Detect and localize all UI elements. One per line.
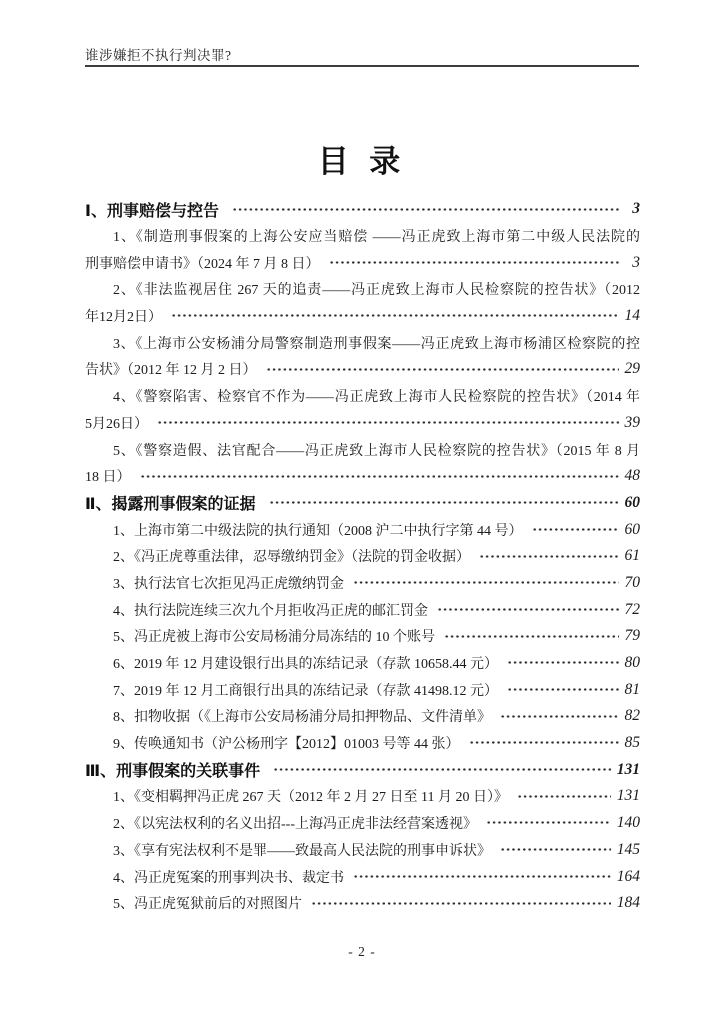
toc-entry-text: 3、《上海市公安杨浦分局警察制造刑事假案——冯正虎致上海市杨浦区检察院的控 bbox=[113, 336, 640, 352]
running-header-text: 谁涉嫌拒不执行判决罪? bbox=[85, 48, 232, 63]
toc-entry-text: 3、《享有宪法权利不是罪——致最高人民法院的刑事申诉状》 bbox=[113, 843, 491, 859]
toc-entry-row bbox=[85, 676, 640, 703]
toc-section-row bbox=[85, 196, 640, 223]
toc-section-title: Ⅰ、刑事赔偿与控告 bbox=[85, 202, 219, 220]
toc-page-number: 131 bbox=[616, 760, 640, 778]
toc-entry-row bbox=[85, 810, 640, 837]
toc-entry-text: 5、《警察造假、法官配合——冯正虎致上海市人民检察院的控告状》（2015 年 8 月 bbox=[113, 443, 640, 459]
toc-entry-text: 1、上海市第二中级法院的执行通知（2008 沪二中执行字第 44 号） bbox=[113, 523, 523, 539]
toc-entry-row bbox=[85, 223, 640, 250]
toc-entry-text: 刑事赔偿申请书》（2024 年 7 月 8 日） bbox=[85, 256, 320, 272]
toc-entry-row bbox=[85, 837, 640, 864]
toc-section-row bbox=[85, 490, 640, 517]
dot-leader bbox=[157, 410, 619, 437]
toc-page-number: 29 bbox=[624, 360, 640, 378]
toc-page-number: 61 bbox=[624, 547, 640, 565]
toc-entry-text: 7、2019 年 12 月工商银行出具的冻结记录（存款 41498.12 元） bbox=[113, 683, 498, 699]
dot-leader bbox=[171, 303, 619, 330]
toc-entry-text: 4、执行法院连续三次九个月拒收冯正虎的邮汇罚金 bbox=[113, 603, 428, 619]
toc-entry-row bbox=[85, 249, 640, 276]
toc-entry-text: 6、2019 年 12 月建设银行出具的冻结记录（存款 10658.44 元） bbox=[113, 657, 498, 673]
header-divider bbox=[85, 65, 639, 67]
toc-page-number: 85 bbox=[624, 734, 640, 752]
toc-entry-text: 3、执行法官七次拒见冯正虎缴纳罚金 bbox=[113, 576, 344, 592]
toc-page-number: 140 bbox=[616, 814, 640, 832]
toc-page-number: 81 bbox=[624, 680, 640, 698]
toc-entry-row bbox=[85, 383, 640, 410]
toc-entry-row bbox=[85, 890, 640, 917]
toc-entry-row bbox=[85, 463, 640, 490]
toc-list bbox=[85, 196, 640, 917]
dot-leader bbox=[500, 837, 611, 864]
toc-entry-row bbox=[85, 596, 640, 623]
toc-page-number: 82 bbox=[624, 707, 640, 725]
toc-page-number: 184 bbox=[616, 894, 640, 912]
toc-entry-text: 2、《非法监视居住 267 天的追责——冯正虎致上海市人民检察院的控告状》（2012 bbox=[113, 283, 640, 299]
toc-page-number: 48 bbox=[624, 467, 640, 485]
dot-leader bbox=[269, 490, 619, 517]
dot-leader bbox=[353, 863, 611, 890]
toc-entry-row bbox=[85, 703, 640, 730]
dot-leader bbox=[444, 623, 619, 650]
toc-entry-row bbox=[85, 516, 640, 543]
toc-section-title: Ⅲ、刑事假案的关联事件 bbox=[85, 763, 261, 781]
toc-page-number: 39 bbox=[624, 413, 640, 431]
toc-entry-text: 年12月2日） bbox=[85, 310, 162, 326]
toc-page-number: 164 bbox=[616, 867, 640, 885]
toc-entry-text: 告状》（2012 年 12 月 2 日） bbox=[85, 363, 257, 379]
dot-leader bbox=[500, 703, 619, 730]
toc-entry-row bbox=[85, 623, 640, 650]
toc-entry-text: 18 日） bbox=[85, 470, 131, 486]
toc-entry-row bbox=[85, 570, 640, 597]
toc-page-number: 60 bbox=[624, 520, 640, 538]
toc-entry-row bbox=[85, 276, 640, 303]
toc-entry-row bbox=[85, 303, 640, 330]
dot-leader bbox=[140, 463, 619, 490]
dot-leader bbox=[507, 650, 619, 677]
dot-leader bbox=[479, 543, 619, 570]
dot-leader bbox=[273, 756, 611, 783]
toc-entry-text: 2、《以宪法权利的名义出招---上海冯正虎非法经营案透视》 bbox=[113, 817, 477, 833]
toc-entry-row bbox=[85, 863, 640, 890]
toc-entry-row bbox=[85, 783, 640, 810]
toc-section-row bbox=[85, 756, 640, 783]
toc-entry-text: 2、《冯正虎尊重法律，忍辱缴纳罚金》（法院的罚金收据） bbox=[113, 550, 470, 566]
dot-leader bbox=[532, 516, 619, 543]
dot-leader bbox=[232, 196, 620, 223]
page-number-footer: - 2 - bbox=[348, 944, 376, 959]
toc-entry-text: 5月26日） bbox=[85, 416, 148, 432]
toc-entry-text: 8、扣物收据（《上海市公安局杨浦分局扣押物品、文件清单》 bbox=[113, 710, 491, 726]
toc-entry-text: 9、传唤通知书（沪公杨刑字【2012】01003 号等 44 张） bbox=[113, 737, 460, 753]
dot-leader bbox=[469, 730, 619, 757]
dot-leader bbox=[517, 783, 611, 810]
toc-page-number: 80 bbox=[624, 654, 640, 672]
toc-entry-text: 5、冯正虎被上海市公安局杨浦分局冻结的 10 个账号 bbox=[113, 630, 435, 646]
dot-leader bbox=[353, 570, 619, 597]
dot-leader bbox=[507, 676, 619, 703]
toc-entry-row bbox=[85, 436, 640, 463]
dot-leader bbox=[329, 249, 621, 276]
toc-entry-row bbox=[85, 356, 640, 383]
toc-entry-text: 1、《变相羁押冯正虎 267 天（2012 年 2 月 27 日至 11 月 20 日）》 bbox=[113, 790, 508, 806]
toc-page-number: 145 bbox=[616, 840, 640, 858]
toc-entry-text: 1、《制造刑事假案的上海公安应当赔偿 ——冯正虎致上海市第二中级人民法院的 bbox=[113, 230, 640, 246]
page-title: 目 录 bbox=[317, 144, 407, 179]
toc-page-number: 60 bbox=[624, 493, 640, 511]
dot-leader bbox=[311, 890, 611, 917]
toc-entry-row bbox=[85, 730, 640, 757]
toc-section-title: Ⅱ、揭露刑事假案的证据 bbox=[85, 496, 256, 514]
toc-entry-text: 4、《警察陷害、检察官不作为——冯正虎致上海市人民检察院的控告状》（2014 年 bbox=[113, 390, 640, 406]
toc-page-number: 3 bbox=[632, 253, 640, 271]
toc-page-number: 70 bbox=[624, 573, 640, 591]
toc-entry-row bbox=[85, 543, 640, 570]
toc-page-number: 131 bbox=[616, 787, 640, 805]
dot-leader bbox=[437, 596, 619, 623]
toc-page-number: 14 bbox=[624, 307, 640, 325]
dot-leader bbox=[266, 356, 619, 383]
toc-page-number: 3 bbox=[632, 200, 640, 218]
toc-entry-row bbox=[85, 650, 640, 677]
toc-page-number: 72 bbox=[624, 600, 640, 618]
toc-page-number: 79 bbox=[624, 627, 640, 645]
dot-leader bbox=[486, 810, 611, 837]
toc-entry-row bbox=[85, 329, 640, 356]
toc-entry-text: 5、冯正虎冤狱前后的对照图片 bbox=[113, 897, 302, 913]
toc-entry-text: 4、冯正虎冤案的刑事判决书、裁定书 bbox=[113, 870, 344, 886]
toc-entry-row bbox=[85, 410, 640, 437]
